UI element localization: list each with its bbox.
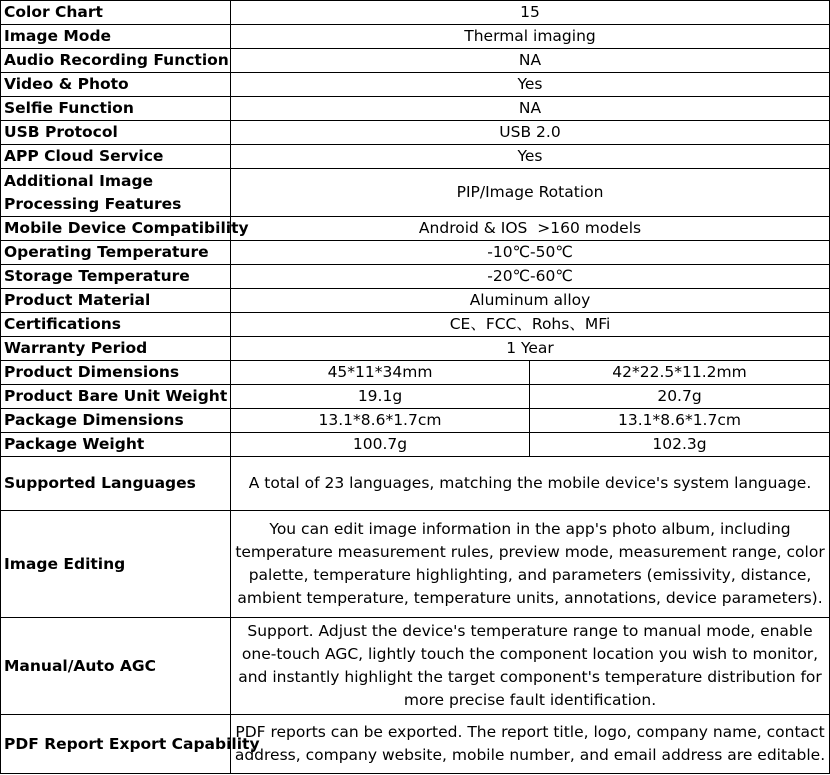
row-label: Storage Temperature [1, 265, 231, 289]
row-label: Product Bare Unit Weight [1, 385, 231, 409]
table-row [1, 385, 830, 409]
row-value-a: 13.1*8.6*1.7cm [231, 409, 530, 433]
row-value: NA [231, 97, 830, 121]
table-row [1, 457, 830, 511]
row-value-a: 19.1g [231, 385, 530, 409]
row-value: 1 Year [231, 337, 830, 361]
table-row [1, 313, 830, 337]
table-row [1, 433, 830, 457]
row-label: Package Dimensions [1, 409, 231, 433]
table-row [1, 145, 830, 169]
row-value-a: 100.7g [231, 433, 530, 457]
row-label: Image Editing [1, 511, 231, 618]
table-row [1, 511, 830, 618]
table-row [1, 289, 830, 313]
table-row [1, 169, 830, 217]
row-label: Additional Image Processing Features [1, 169, 231, 217]
table-row [1, 25, 830, 49]
row-label: Product Dimensions [1, 361, 231, 385]
row-value-b: 42*22.5*11.2mm [530, 361, 830, 385]
row-value: Android & IOS >160 models [231, 217, 830, 241]
row-value: -10℃-50℃ [231, 241, 830, 265]
table-row [1, 217, 830, 241]
row-label: Warranty Period [1, 337, 231, 361]
table-row [1, 337, 830, 361]
table-row [1, 715, 830, 774]
row-value: PIP/Image Rotation [231, 169, 830, 217]
row-label: APP Cloud Service [1, 145, 231, 169]
row-value: 15 [231, 1, 830, 25]
row-label: Package Weight [1, 433, 231, 457]
row-value-a: 45*11*34mm [231, 361, 530, 385]
row-label: Supported Languages [1, 457, 231, 511]
row-value: A total of 23 languages, matching the mobile device's system language. [231, 457, 830, 511]
row-value-b: 13.1*8.6*1.7cm [530, 409, 830, 433]
table-row [1, 121, 830, 145]
row-label: Audio Recording Function [1, 49, 231, 73]
row-value: -20℃-60℃ [231, 265, 830, 289]
table-row [1, 1, 830, 25]
row-label: Color Chart [1, 1, 231, 25]
row-label: Mobile Device Compatibility [1, 217, 231, 241]
table-row [1, 361, 830, 385]
row-value: USB 2.0 [231, 121, 830, 145]
table-row [1, 73, 830, 97]
row-label: Image Mode [1, 25, 231, 49]
row-label: Selfie Function [1, 97, 231, 121]
row-value: Aluminum alloy [231, 289, 830, 313]
table-row [1, 97, 830, 121]
row-label: Certifications [1, 313, 231, 337]
table-row [1, 241, 830, 265]
table-row [1, 265, 830, 289]
row-value: PDF reports can be exported. The report title, logo, company name, contact address, company website, mobile number, and email address are editable. [231, 715, 830, 774]
table-row [1, 618, 830, 715]
row-label: USB Protocol [1, 121, 231, 145]
row-label: Video & Photo [1, 73, 231, 97]
row-value: NA [231, 49, 830, 73]
row-value-b: 102.3g [530, 433, 830, 457]
row-value: Yes [231, 73, 830, 97]
row-label: PDF Report Export Capability [1, 715, 231, 774]
row-value: You can edit image information in the app's photo album, including temperature measurement rules, preview mode, measurement range, color palette, temperature highlighting, and parameters (emissivity, distance, ambient temperature, temperature units, annotations, device parameters). [231, 511, 830, 618]
row-label: Product Material [1, 289, 231, 313]
table-row [1, 49, 830, 73]
row-value: Yes [231, 145, 830, 169]
row-value: Thermal imaging [231, 25, 830, 49]
table-row [1, 409, 830, 433]
row-label: Operating Temperature [1, 241, 231, 265]
row-value-b: 20.7g [530, 385, 830, 409]
row-value: CE、FCC、Rohs、MFi [231, 313, 830, 337]
row-label: Manual/Auto AGC [1, 618, 231, 715]
row-value: Support. Adjust the device's temperature range to manual mode, enable one-touch AGC, lightly touch the component location you wish to monitor, and instantly highlight the target component's temperature distribution for more precise fault identification. [231, 618, 830, 715]
